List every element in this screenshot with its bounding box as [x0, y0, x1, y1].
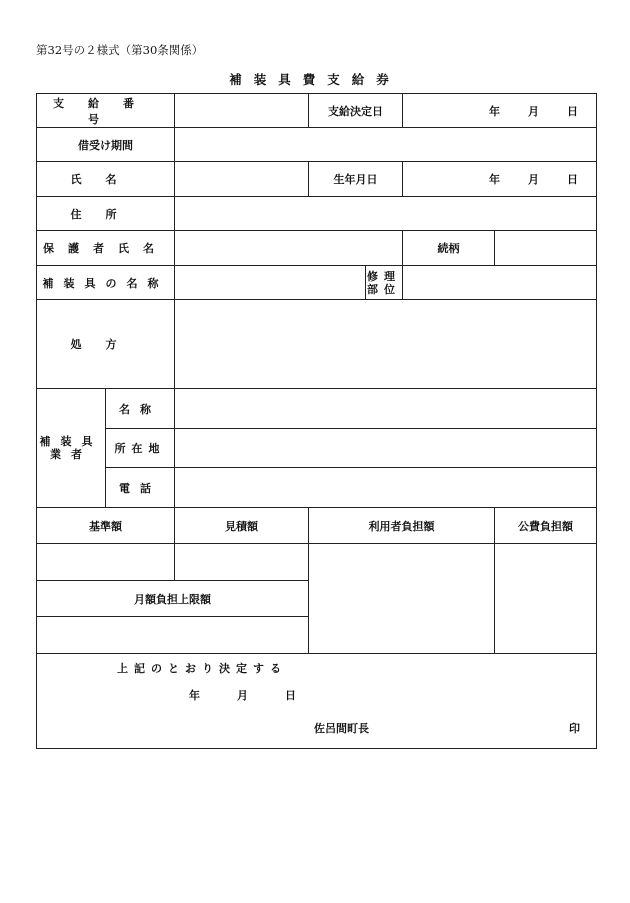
row-shikyu-bango [37, 94, 597, 128]
label-gyosha-denwa: 電話 [106, 468, 175, 508]
date-month: 月 [528, 104, 539, 118]
date-day: 日 [567, 173, 578, 186]
field-shikyu-kettei-bi[interactable] [403, 94, 597, 128]
field-getsugaku-futan-jogen[interactable] [37, 617, 309, 654]
decision-year: 年 [189, 689, 200, 702]
field-gyosha-denwa[interactable] [175, 468, 597, 508]
label-bui: 部位 [367, 282, 401, 296]
row-hogosha [37, 231, 597, 266]
label-mitsumori-gaku: 見積額 [175, 508, 309, 544]
field-kariuke-kikan[interactable] [175, 128, 597, 162]
field-shikyu-bango[interactable] [175, 94, 309, 128]
label-seinengappi: 生年月日 [309, 162, 403, 197]
date-year: 年 [489, 173, 500, 186]
row-jusho [37, 197, 597, 231]
label-getsugaku-futan-jogen: 月額負担上限額 [37, 581, 309, 617]
date-day: 日 [567, 104, 578, 118]
field-hogosha-shimei[interactable] [175, 231, 403, 266]
label-zokugara: 続柄 [403, 231, 495, 266]
label-hosogu-gyosha [37, 389, 106, 508]
decision-month: 月 [237, 689, 248, 702]
field-mitsumori-gaku[interactable] [175, 544, 309, 581]
label-kohi-futan-gaku: 公費負担額 [495, 508, 597, 544]
decision-signer: 佐呂間町長 [314, 722, 369, 735]
field-zokugara[interactable] [495, 231, 597, 266]
decision-statement: 上記のとおり決定する [117, 662, 287, 675]
field-seinengappi[interactable] [403, 162, 597, 197]
label-shimei: 氏名 [37, 162, 175, 197]
row-gyosha-denwa [37, 468, 597, 508]
label-kariuke-kikan: 借受け期間 [37, 128, 175, 162]
date-month: 月 [528, 173, 539, 186]
row-gyosha-meisho [37, 389, 597, 429]
label-gyosha-meisho: 名称 [106, 389, 175, 429]
field-hosogu-meisho[interactable] [175, 266, 366, 300]
row-hosogu-meisho [37, 266, 597, 300]
row-decision [37, 654, 597, 749]
label-shikyu-bango: 支給番号 [37, 94, 175, 128]
label-shuri-bui [366, 266, 403, 300]
label-gyosha-shozaichi: 所在地 [106, 429, 175, 468]
field-gyosha-shozaichi[interactable] [175, 429, 597, 468]
label-kijun-gaku: 基準額 [37, 508, 175, 544]
row-gyosha-shozaichi [37, 429, 597, 468]
date-year: 年 [489, 104, 500, 118]
form-reference: 第32号の２様式（第30条関係） [36, 43, 204, 57]
seal-mark: 印 [569, 722, 580, 735]
row-amount-headers [37, 508, 597, 544]
row-shimei [37, 162, 597, 197]
field-jusho[interactable] [175, 197, 597, 231]
decision-block [37, 654, 597, 749]
label-jusho: 住所 [37, 197, 175, 231]
field-shoho[interactable] [175, 300, 597, 389]
label-hosogu-meisho: 補装具の名称 [37, 266, 175, 300]
field-kohi-futan-gaku[interactable] [495, 544, 597, 654]
row-shoho [37, 300, 597, 389]
field-shuri-bui[interactable] [403, 266, 597, 300]
label-riyosha-futan-gaku: 利用者負担額 [309, 508, 495, 544]
voucher-form-table [36, 93, 597, 749]
decision-day: 日 [285, 689, 296, 702]
label-shoho: 処方 [37, 300, 175, 389]
row-kariuke-kikan [37, 128, 597, 162]
field-riyosha-futan-gaku[interactable] [309, 544, 495, 654]
label-gyosha-line2: 業者 [50, 448, 92, 461]
field-kijun-gaku[interactable] [37, 544, 175, 581]
label-gyosha-line1: 補装具 [39, 435, 103, 448]
field-shimei[interactable] [175, 162, 309, 197]
field-gyosha-meisho[interactable] [175, 389, 597, 429]
label-shikyu-kettei-bi: 支給決定日 [309, 94, 403, 128]
label-shuri: 修理 [367, 269, 401, 283]
form-title: 補装具費支給券 [229, 72, 401, 87]
label-hogosha-shimei: 保護者氏名 [37, 231, 175, 266]
row-amount-values [37, 544, 597, 581]
